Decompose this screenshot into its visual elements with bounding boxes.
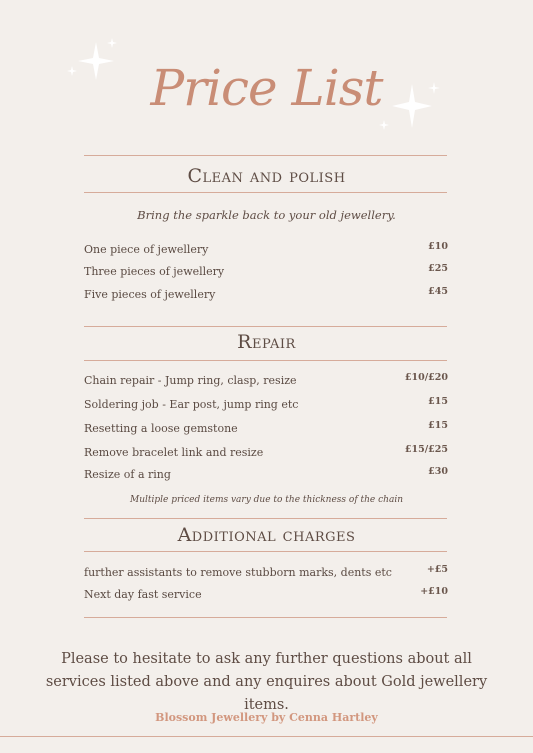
price-row [84, 265, 448, 281]
divider [84, 155, 447, 156]
divider [84, 518, 447, 519]
price-row [84, 446, 448, 462]
price-row [84, 243, 448, 259]
bottom-divider [0, 736, 533, 737]
item-price: £15 [428, 420, 448, 431]
price-row [84, 374, 448, 390]
item-name: Remove bracelet link and resize [84, 446, 264, 459]
item-name: Next day fast service [84, 588, 202, 601]
section-heading-repair: Repair [237, 331, 296, 353]
item-price: £25 [428, 263, 448, 274]
item-name: Resetting a loose gemstone [84, 422, 238, 435]
price-row [84, 588, 448, 604]
item-price: £10/£20 [404, 372, 448, 383]
item-price: £10 [428, 241, 448, 252]
item-price: £15/£25 [404, 444, 448, 455]
price-row [84, 566, 448, 582]
item-name: further assistants to remove stubborn marks, dents etc [84, 566, 392, 579]
section-heading-additional: Additional charges [177, 524, 356, 546]
page-title: Price List [150, 59, 383, 117]
item-price: +£10 [420, 586, 448, 597]
section-heading-clean: Clean and polish [187, 165, 346, 187]
divider [84, 326, 447, 327]
item-name: Chain repair - Jump ring, clasp, resize [84, 374, 297, 387]
divider [84, 360, 447, 361]
closing-message: Please to hesitate to ask any further questions about all services listed above and any enquires about Gold jewellery items. [45, 651, 488, 713]
section-tagline: Bring the sparkle back to your old jewellery. [137, 208, 396, 222]
item-price: £45 [428, 286, 448, 297]
item-price: £30 [428, 466, 448, 477]
divider [84, 617, 447, 618]
item-name: One piece of jewellery [84, 243, 209, 256]
footer-brand: Blossom Jewellery by Cenna Hartley [155, 711, 378, 724]
price-row [84, 422, 448, 438]
price-row [84, 468, 448, 484]
divider [84, 192, 447, 193]
divider [84, 551, 447, 552]
item-name: Three pieces of jewellery [84, 265, 225, 278]
item-price: +£5 [426, 564, 448, 575]
repair-note: Multiple priced items vary due to the thickness of the chain [129, 495, 403, 505]
item-name: Soldering job - Ear post, jump ring etc [84, 398, 299, 411]
price-row [84, 288, 448, 304]
item-name: Five pieces of jewellery [84, 288, 216, 301]
price-row [84, 398, 448, 414]
item-price: £15 [428, 396, 448, 407]
item-name: Resize of a ring [84, 468, 171, 481]
